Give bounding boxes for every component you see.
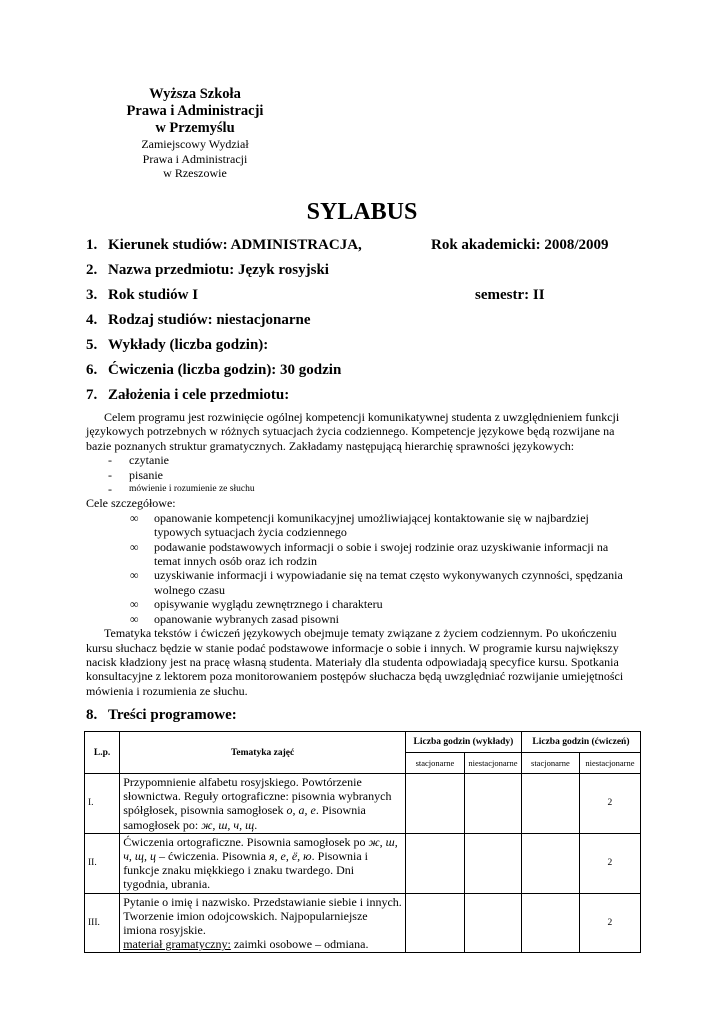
goal-item: ∞ opanowanie kompetencji komunikacyjnej umożliwiającej kontaktowanie się w najbardziej typowych sytuacjach życia codziennego <box>130 510 589 540</box>
row-lect-stac <box>405 833 464 893</box>
closing-paragraph: Tematyka tekstów i ćwiczeń językowych obejmuje tematy związane z życiem codziennym. Po ukończeniu kursu słuchacz będzie w stanie podać podstawowe informacje o sobie i innych. W programie kursu największy nacisk kładziony jest na pracę własną studenta. Materiały dla studenta odpowiadają specyfice kursu. Spotkania konsultacyjne z lektorem poza monitorowaniem postępów słuchacza będą uwzględniać rozwijanie umiejętności mówienia i rozumienia ze słuchu. <box>86 626 624 698</box>
row-ex-niestac: 2 <box>579 893 640 953</box>
row-topic: Ćwiczenia ortograficzne. Pisownia samogłosek po ж, ш, ч, щ, ц – ćwiczenia. Pisownia я, е, ё, ю. Pisownia i funkcje znaku miękkiego i znaku twardego. Dni tygodnia, ubrania. <box>120 833 406 893</box>
faculty-line3: w Rzeszowie <box>163 166 227 180</box>
table-row <box>85 833 641 893</box>
table-row <box>85 774 641 834</box>
header-lectures: Liczba godzin (wykłady) <box>405 732 521 753</box>
header-lp: L.p. <box>85 732 120 774</box>
academic-year: Rok akademicki: 2008/2009 <box>431 237 609 253</box>
goal-item: ∞ opanowanie wybranych zasad pisowni <box>130 611 339 626</box>
item-subject-name: 2. Nazwa przedmiotu: Język rosyjski <box>86 262 329 278</box>
skill-item: - czytanie <box>108 453 169 468</box>
row-topic: Pytanie o imię i nazwisko. Przedstawianie siebie i innych. Tworzenie imion odojcowskich. Najpopularniejsze imiona rosyjskie. materiał gramatyczny: zaimki osobowe – odmiana. <box>120 893 406 953</box>
row-topic: Przypomnienie alfabetu rosyjskiego. Powtórzenie słownictwa. Reguły ortograficzne: pisownia wybranych spółgłosek, pisownia samogłosek o, a, e. Pisownia samogłosek po: ж, ш, ч, щ. <box>120 774 406 834</box>
subheader-stationary: stacjonarne <box>521 753 579 774</box>
item-goals: 7. Założenia i cele przedmiotu: <box>86 387 290 403</box>
item-study-type: 4. Rodzaj studiów: niestacjonarne <box>86 312 311 328</box>
item-field-of-study: 1. Kierunek studiów: ADMINISTRACJA, <box>86 237 362 253</box>
row-lp: I. <box>85 774 120 834</box>
faculty-line1: Zamiejscowy Wydział <box>141 137 249 151</box>
row-lect-niestac <box>464 774 521 834</box>
subheader-non-stationary: niestacjonarne <box>464 753 521 774</box>
program-table <box>84 731 641 953</box>
row-ex-stac <box>521 774 579 834</box>
goal-item: ∞ opisywanie wyglądu zewnętrznego i charakteru <box>130 597 383 612</box>
school-name-line1: Wyższa Szkoła <box>149 86 241 102</box>
row-ex-stac <box>521 893 579 953</box>
school-name-line3: w Przemyślu <box>155 120 235 136</box>
row-lect-stac <box>405 774 464 834</box>
goals-heading: Cele szczegółowe: <box>86 496 176 511</box>
row-ex-stac <box>521 833 579 893</box>
item-year-of-study: 3. Rok studiów I <box>86 287 199 303</box>
item-lectures: 5. Wykłady (liczba godzin): <box>86 337 269 353</box>
school-name-line2: Prawa i Administracji <box>126 103 264 119</box>
faculty-line2: Prawa i Administracji <box>142 151 248 166</box>
row-lp: III. <box>85 893 120 953</box>
header-topic: Tematyka zajęć <box>120 732 406 774</box>
subheader-non-stationary: niestacjonarne <box>579 753 640 774</box>
goal-item: ∞ uzyskiwanie informacji i wypowiadanie się na temat często wykonywanych czynności, spędzania wolnego czasu <box>130 568 623 597</box>
row-lect-stac <box>405 893 464 953</box>
table-row <box>85 893 641 953</box>
row-lect-niestac <box>464 893 521 953</box>
goal-item: ∞ podawanie podstawowych informacji o sobie i swojej rodzinie oraz uzyskiwanie informacji na temat innych osób oraz ich rodzin <box>130 539 609 569</box>
intro-paragraph: Celem programu jest rozwinięcie ogólnej kompetencji komunikatywnej studenta z uwzględnieniem funkcji językowych potrzebnych w różnych sytuacjach życia codziennego. Kompetencje językowe będą rozwijane na bazie poznanych struktur gramatycznych. Zakładamy następującą hierarchię sprawności językowych: <box>86 410 620 453</box>
skill-item: - mówienie i rozumienie ze słuchu <box>108 482 255 497</box>
item-exercises: 6. Ćwiczenia (liczba godzin): 30 godzin <box>86 362 342 378</box>
row-lect-niestac <box>464 833 521 893</box>
goals-section <box>86 410 632 698</box>
document-title: SYLABUS <box>306 199 418 225</box>
header-exercises: Liczba godzin (ćwiczeń) <box>521 732 640 753</box>
row-ex-niestac: 2 <box>579 774 640 834</box>
row-lp: II. <box>85 833 120 893</box>
school-header <box>100 86 290 181</box>
section-program-content: 8. Treści programowe: <box>86 707 237 723</box>
row-ex-niestac: 2 <box>579 833 640 893</box>
subheader-stationary: stacjonarne <box>405 753 464 774</box>
semester: semestr: II <box>475 287 545 303</box>
skill-item: - pisanie <box>108 467 163 482</box>
